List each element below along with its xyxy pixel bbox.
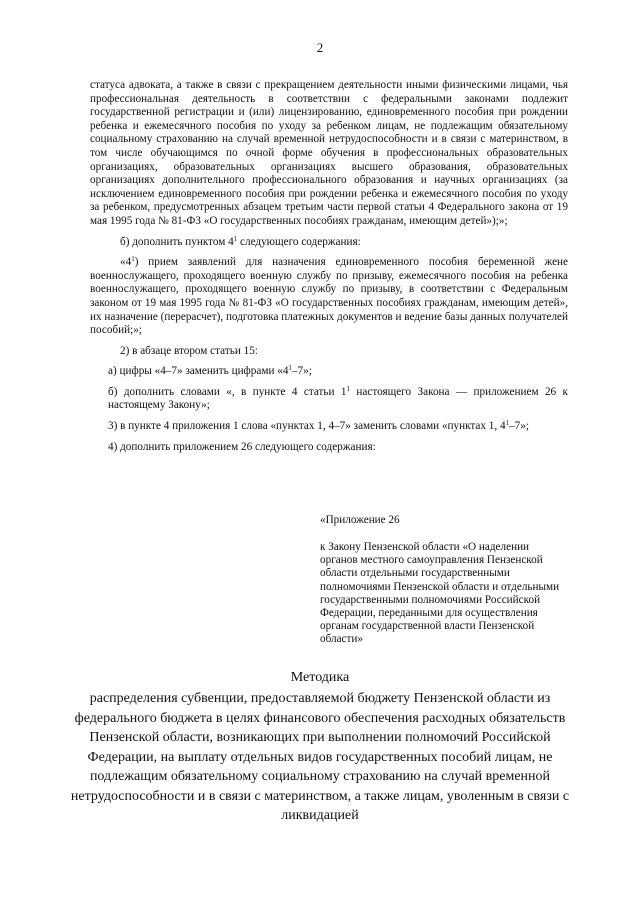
quote-superscript: 1: [131, 255, 135, 264]
item-2a-superscript: 1: [288, 364, 292, 373]
item-3-text-end: –7»;: [509, 420, 529, 433]
item-b-text: б) дополнить пунктом 4: [120, 235, 234, 248]
item-b: [90, 236, 568, 250]
item-2b-text-end: настоящего Закона — приложением 26 к настоящему Закону»;: [108, 385, 568, 412]
appendix-note: к Закону Пензенской области «О наделении органов местного самоуправления Пензенской области отдельными государственными полномочиями Пензенской области и отдельными государственными полномочиями Российской Федерации, переданными для осуществления органам государственной власти Пензенской области»: [320, 541, 560, 646]
body-text: [90, 79, 568, 454]
document-subtitle: распределения субвенции, предоставляемой бюджету Пензенской области из федерального бюджета в целях финансового обеспечения расходных обязательств Пензенской области, возникающих при выполнении полномочий Российской Федерации, на выплату отдельных видов государственных пособий лицам, не подлежащим обязательному социальному страхованию на случай временной нетрудоспособности и в связи с материнством, а также лицам, уволенным в связи с ликвидацией: [70, 691, 570, 823]
item-2a-text-end: –7»;: [291, 365, 312, 378]
paragraph-continuation: статуса адвоката, а также в связи с прекращением деятельности иными физическими лицами, чья профессиональная деятельность в соответствии с федеральными законами подлежит государственной регистрации и (или) лицензированию, единовременного пособия при рождении ребенка и ежемесячного пособия по уходу за ребенком лицам, не подлежащим обязательному социальному страхованию на случай временной нетрудоспособности и в связи с материнством, в том числе обучающимся по очной форме обучения в профессиональных образовательных организациях, образовательных организациях высшего образования, образовательных организациях дополнительного профессионального образования и научных организациях (за исключением единовременного пособия при рождении ребенка и ежемесячного пособия по уходу за ребенком, предусмотренных абзацем третьим части первой статьи 4 Федерального закона от 19 мая 1995 года № 81-ФЗ «О государственных пособиях гражданам, имеющим детей»);»;: [90, 79, 568, 227]
item-2b: [90, 386, 568, 413]
item-2a-text: а) цифры «4–7» заменить цифрами «4: [108, 365, 289, 378]
item-b-text-end: следующего содержания:: [237, 235, 361, 248]
item-b-superscript: 1: [233, 234, 238, 243]
item-2b-text: б) дополнить словами «, в пункте 4 статьи 1: [108, 385, 347, 398]
item-2b-superscript: 1: [346, 384, 351, 393]
item-3-text: 3) в пункте 4 приложения 1 слова «пунктах 1, 4–7» заменить словами «пунктах 1, 4: [108, 420, 506, 433]
quoted-paragraph: [90, 256, 568, 338]
item-2: 2) в абзаце втором статьи 15:: [120, 344, 258, 357]
quote-start: «4: [120, 256, 132, 269]
page-number: 2: [316, 40, 324, 55]
document-title: Методика: [290, 670, 350, 685]
quote-text: ) прием заявлений для назначения единовременного пособия беременной жене военнослужащего, проходящего военную службу по призыву, ежемесячного пособия на ребенка военнослужащего, проходящего военную службу по призыву, в соответствии с Федеральным законом от 19 мая 1995 года № 81-ФЗ «О государственных пособиях гражданам, имеющим детей», их назначение (перерасчет), подготовка платежных документов и ведение базы данных получателей пособий;»;: [90, 256, 568, 337]
appendix-label: «Приложение 26: [320, 514, 400, 526]
item-3: [90, 420, 568, 434]
item-4: 4) дополнить приложением 26 следующего содержания:: [108, 440, 376, 453]
item-2a: [90, 365, 568, 379]
item-3-superscript: 1: [505, 419, 510, 428]
